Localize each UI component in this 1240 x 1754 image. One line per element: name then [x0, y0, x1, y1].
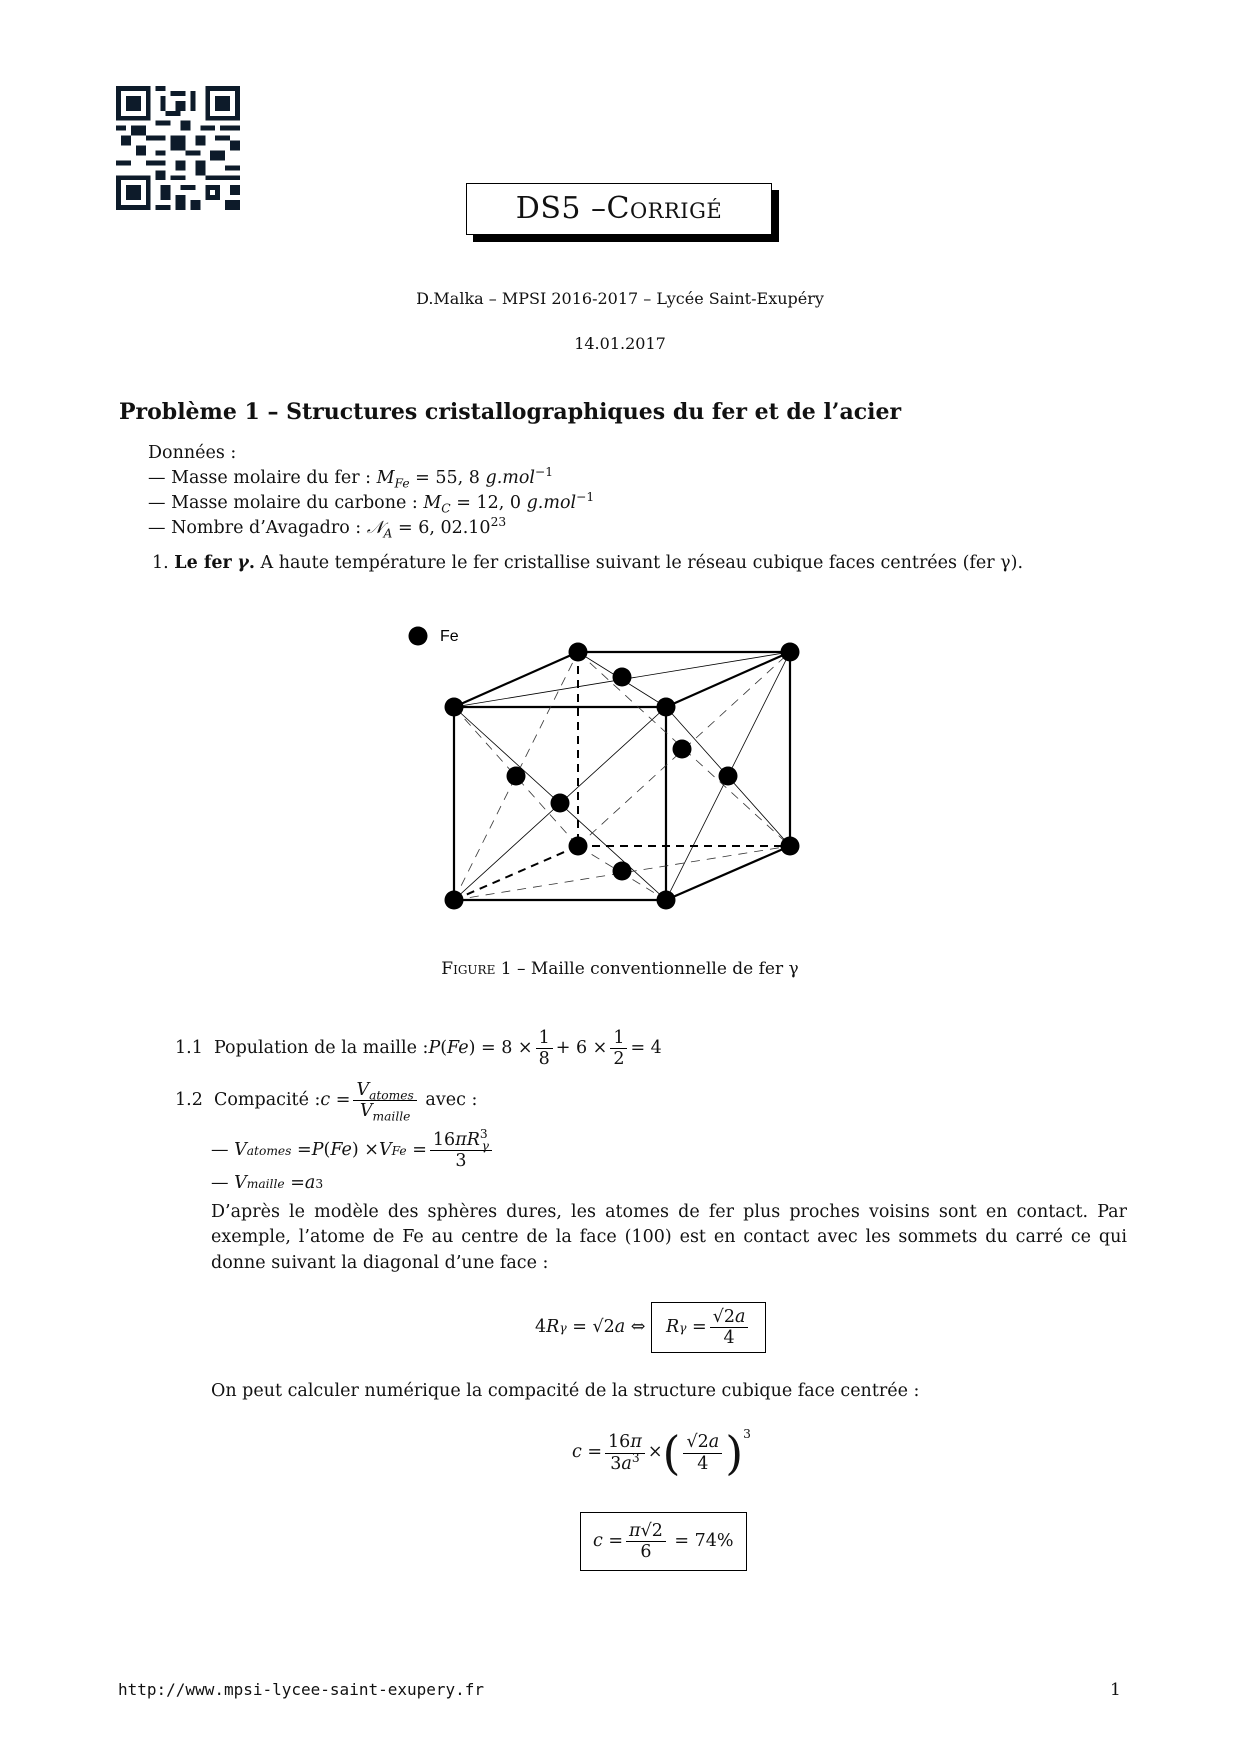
- volume-cell-formula: — V maille = a 3: [211, 1173, 324, 1193]
- answer-1-2: 1.2 Compacité : c = $\frac{V_{atomes}}{V_{maille}}$ avec :: [175, 1080, 478, 1124]
- document-title: [466, 183, 772, 235]
- radius-equation: 4 R γ = √2 a ⇔ R γ = $\frac{√2a}{4}$: [535, 1302, 766, 1353]
- donnees-label: Données :: [148, 443, 237, 463]
- radius-result-box: R γ = $\frac{√2a}{4}$: [651, 1302, 766, 1353]
- page-number: 1: [1110, 1680, 1121, 1700]
- compactness-result-box: c = $\frac{\pi√2}{6}$ = 74%: [580, 1512, 747, 1571]
- title-main: DS5 –: [515, 191, 607, 227]
- legend-label: Fe: [440, 628, 459, 645]
- question-1-bold: Le fer: [174, 553, 232, 573]
- problem-title: Problème 1 – Structures cristallographiques du fer et de l’acier: [119, 399, 902, 425]
- date-line: 14.01.2017: [574, 334, 666, 353]
- given-molar-mass-carbon: — Masse molaire du carbone : $M_C = 12$, 0 g.mol$^{-1}$: [148, 490, 595, 516]
- author-line: D.Malka – MPSI 2016-2017 – Lycée Saint-Exupéry: [416, 289, 824, 308]
- given-avogadro: — Nombre d’Avagadro : 𝒩$_A$ = 6, 02.10$^{23}$: [148, 515, 507, 541]
- donnees-list: [148, 442, 594, 542]
- figure-caption: Figure 1 – Maille conventionnelle de fer γ: [441, 959, 799, 979]
- contact-paragraph: D’après le modèle des sphères dures, les atomes de fer plus proches voisins sont en contact. Par exemple, l’atome de Fe au centre de la face (100) est en contact avec les sommets du carré ce qui donne suivant la diagonal d’une face :: [211, 1202, 1127, 1273]
- footer-url: http://www.mpsi-lycee-saint-exupery.fr: [118, 1680, 485, 1699]
- qr-code-image: [116, 86, 240, 210]
- question-1: 1. Le fer γ. A haute température le fer cristallise suivant le réseau cubique faces centrées (fer γ).: [152, 553, 1024, 573]
- fcc-unit-cell-figure: [400, 612, 820, 928]
- legend-atom-marker: [409, 627, 428, 646]
- compactness-equation: c = $\frac{16\pi}{3a^3}$ × ( $\frac{√2a}{4}$ ) 3: [572, 1426, 751, 1480]
- compactness-intro: On peut calculer numérique la compacité de la structure cubique face centrée :: [211, 1381, 920, 1401]
- volume-atoms-formula: — V atomes = P ( Fe ) × V Fe = $\frac{16\pi R^3_\gamma}{3}$: [211, 1130, 495, 1171]
- given-molar-mass-iron: — Masse molaire du fer : $M_{Fe} = 55$, 8 g.mol$^{-1}$: [148, 465, 554, 491]
- answer-1-1: 1.1 Population de la maille : P ( Fe ) = 8 × $\frac{1}{8}$ + 6 × $\frac{1}{2}$ = 4: [175, 1028, 662, 1070]
- title-smallcaps: Corrigé: [606, 191, 723, 227]
